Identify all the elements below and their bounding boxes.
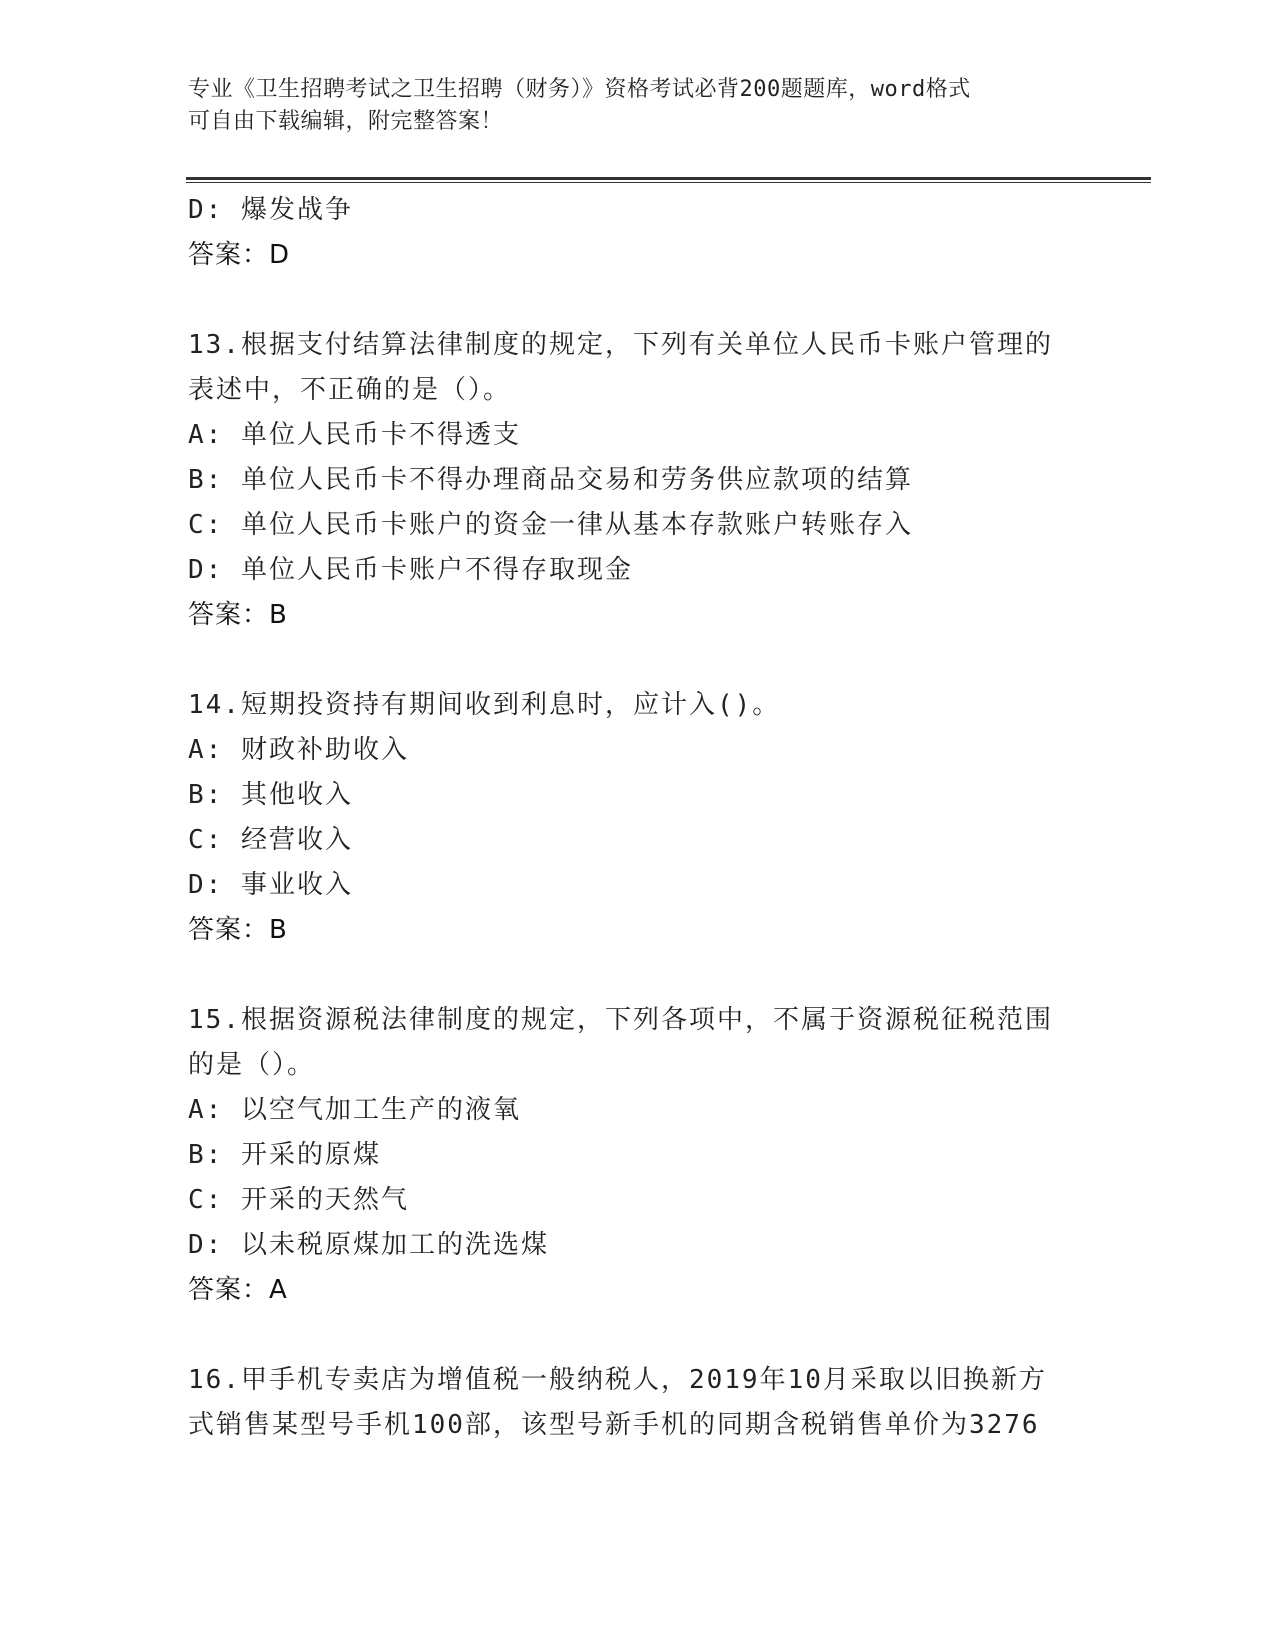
option-d: D: 以未税原煤加工的洗选煤 [188,1230,549,1260]
question-16 [188,1358,1088,1448]
option-d: D: 爆发战争 [188,195,353,225]
question-stem: 13.根据支付结算法律制度的规定，下列有关单位人民币卡账户管理的 [188,330,1053,360]
spacer [188,278,1088,323]
question-stem: 16.甲手机专卖店为增值税一般纳税人，2019年10月采取以旧换新方 [188,1365,1047,1395]
answer-line: 答案：B [188,600,288,630]
question-15 [188,998,1088,1313]
option-a: A: 以空气加工生产的液氧 [188,1095,521,1125]
answer-line: 答案：D [188,240,291,270]
question-stem: 15.根据资源税法律制度的规定，下列各项中，不属于资源税征税范围 [188,1005,1053,1035]
question-13 [188,323,1088,638]
option-b: B: 开采的原煤 [188,1140,381,1170]
option-d: D: 单位人民币卡账户不得存取现金 [188,555,633,585]
question-12-continuation [188,188,1088,278]
option-a: A: 财政补助收入 [188,735,409,765]
question-stem-continued: 式销售某型号手机100部，该型号新手机的同期含税销售单价为3276 [188,1410,1040,1440]
option-b: B: 单位人民币卡不得办理商品交易和劳务供应款项的结算 [188,465,913,495]
question-stem: 14.短期投资持有期间收到利息时，应计入()。 [188,690,781,720]
option-d: D: 事业收入 [188,870,353,900]
option-c: C: 开采的天然气 [188,1185,409,1215]
spacer [188,953,1088,998]
option-c: C: 单位人民币卡账户的资金一律从基本存款账户转账存入 [188,510,913,540]
question-stem-continued: 表述中，不正确的是（）。 [188,375,512,405]
option-b: B: 其他收入 [188,780,353,810]
question-14 [188,683,1088,953]
option-a: A: 单位人民币卡不得透支 [188,420,521,450]
spacer [188,638,1088,683]
option-c: C: 经营收入 [188,825,353,855]
question-stem-continued: 的是（）。 [188,1050,316,1080]
header-line-2: 可自由下载编辑，附完整答案！ [188,109,504,134]
header-divider-thin [186,182,1151,183]
spacer [188,1313,1088,1358]
document-header [188,74,1068,138]
answer-line: 答案：A [188,1275,288,1305]
header-divider-thick [186,177,1151,180]
question-list [188,188,1088,1448]
answer-line: 答案：B [188,915,288,945]
header-line-1: 专业《卫生招聘考试之卫生招聘（财务）》资格考试必背200题题库，word格式 [188,77,971,102]
